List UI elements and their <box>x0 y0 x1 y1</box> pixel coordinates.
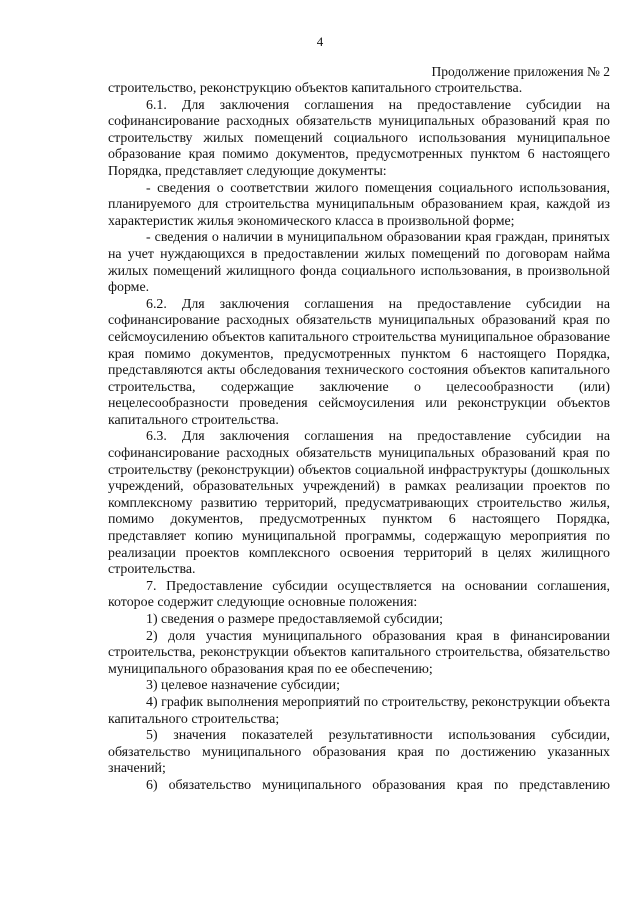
list-item: 6) обязательство муниципального образования края по представлению <box>146 777 610 793</box>
document-body <box>108 81 610 795</box>
paragraph: - сведения о наличии в муниципальном образовании края граждан, принятых на учет нуждающихся в предоставлении жилых помещений по договорам найма жилых помещений жилищного фонда социального использования, в произвольной форме. <box>108 230 610 296</box>
paragraph: 6.1. Для заключения соглашения на предоставление субсидии на софинансирование расходных обязательств муниципальных образований края по строительству жилых помещений социального использования муниципальное образование края помимо документов, предусмотренных пунктом 6 настоящего Порядка, представляет следующие документы: <box>108 97 610 179</box>
paragraph: 7. Предоставление субсидии осуществляется на основании соглашения, которое содержит следующие основные положения: <box>108 578 610 611</box>
list-item: 1) сведения о размере предоставляемой субсидии; <box>146 612 443 627</box>
paragraph: - сведения о соответствии жилого помещения социального использования, планируемого для строительства муниципальным образованием края, каждой из характеристик жилья экономического класса в произвольной форме; <box>108 180 610 229</box>
page-number: 4 <box>316 34 324 49</box>
list-item: 3) целевое назначение субсидии; <box>146 678 340 694</box>
paragraph: 6.2. Для заключения соглашения на предоставление субсидии на софинансирование расходных обязательств муниципальных образований края по сейсмоусилению объектов капитального строительства муниципальное образование края помимо документов, предусмотренных пунктом 6 настоящего Порядка, представляются акты обследования технического состояния объектов капитального строительства, содержащие заключение о целесообразности (или) нецелесообразности проведения сейсмоусиления или реконструкции объектов капитального строительства. <box>108 296 610 428</box>
list-item: 4) график выполнения мероприятий по строительству, реконструкции объекта капитального строительства; <box>108 694 610 727</box>
paragraph: 6.3. Для заключения соглашения на предоставление субсидии на софинансирование расходных обязательств муниципальных образований края по строительству (реконструкции) объектов социальной инфраструктуры (дошкольных учреждений, образовательных учреждений) в рамках реализации проектов по комплексному развитию территорий, предусматривающих строительство жилья, помимо документов, предусмотренных пунктом 6 настоящего Порядка, представляет копию муниципальной программы, содержащую мероприятия по реализации проектов комплексного освоения территорий в целях жилищного строительства. <box>108 429 610 578</box>
list-item: 2) доля участия муниципального образования края в финансировании строительства, реконструкции объектов капитального строительства, обязательство муниципального образования края по ее обеспечению; <box>108 628 610 677</box>
paragraph: строительство, реконструкцию объектов капитального строительства. <box>108 81 523 96</box>
appendix-continuation-note: Продолжение приложения № 2 <box>431 64 610 79</box>
list-item: 5) значения показателей результативности использования субсидии, обязательство муниципального образования края по достижению указанных значений; <box>108 728 610 777</box>
